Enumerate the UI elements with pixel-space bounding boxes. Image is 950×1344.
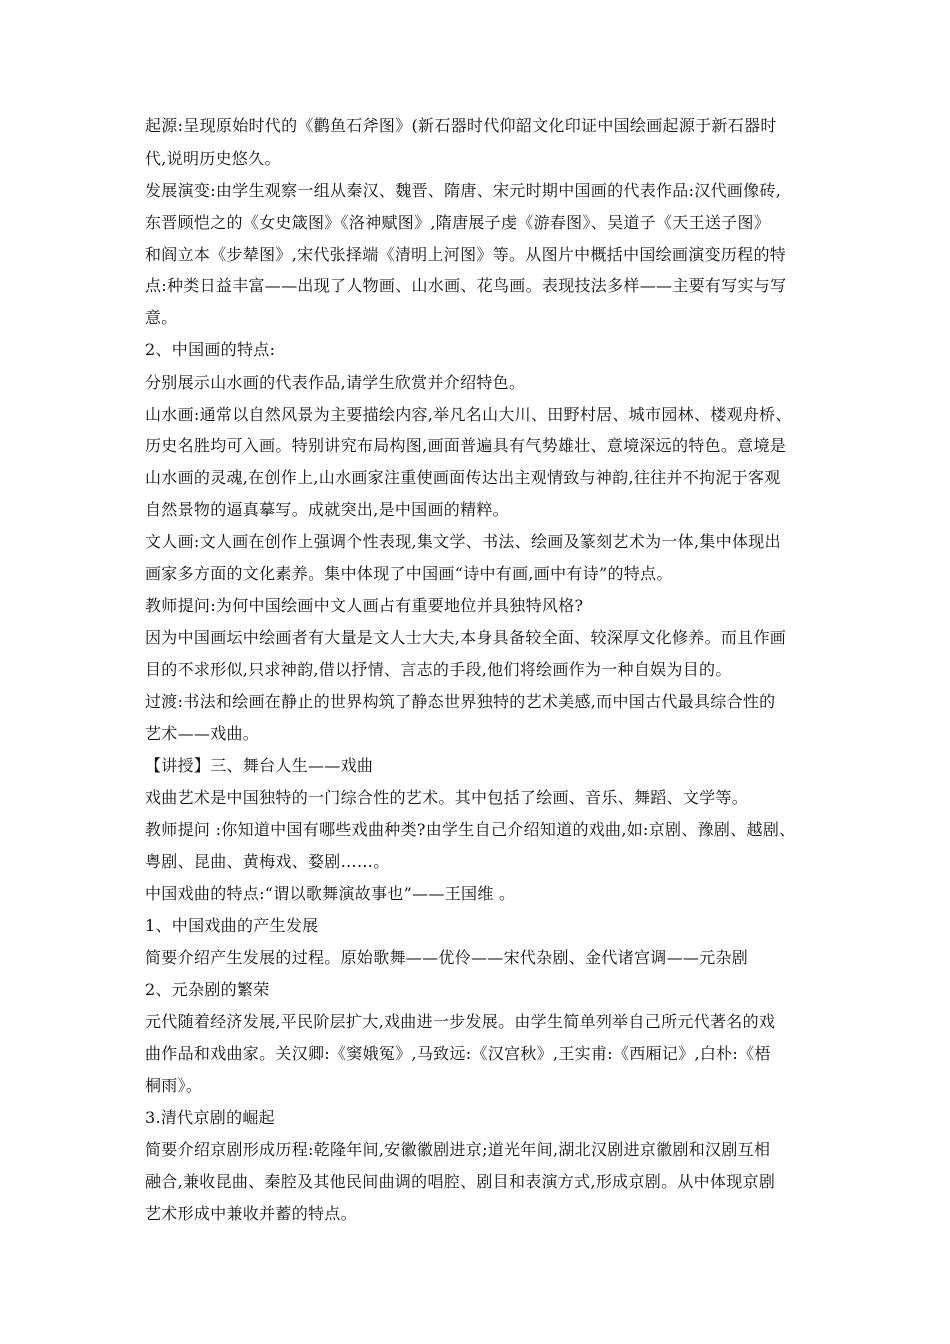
text-line: 曲作品和戏曲家。关汉卿:《窦娥冤》,马致远:《汉宫秋》,王实甫:《西厢记》,白朴:《梧 <box>145 1044 771 1063</box>
section-heading: 1、中国戏曲的产生发展 <box>145 916 319 935</box>
text-line: 戏曲艺术是中国独特的一门综合性的艺术。其中包括了绘画、音乐、舞蹈、文学等。 <box>145 788 749 807</box>
text-line: 山水画:通常以自然风景为主要描绘内容,举凡名山大川、田野村居、城市园林、楼观舟桥、 <box>145 405 792 424</box>
text-line: 发展演变:由学生观察一组从秦汉、魏晋、隋唐、宋元时期中国画的代表作品:汉代画像砖, <box>145 181 782 200</box>
text-line: 自然景物的逼真摹写。成就突出,是中国画的精粹。 <box>145 500 509 519</box>
section-heading: 3.清代京剧的崛起 <box>145 1108 275 1127</box>
text-line: 艺术形成中兼收并蓄的特点。 <box>145 1204 357 1223</box>
text-line: 元代随着经济发展,平民阶层扩大,戏曲进一步发展。由学生简单列举自己所元代著名的戏 <box>145 1012 776 1031</box>
section-heading: 2、中国画的特点: <box>145 340 276 359</box>
text-line: 山水画的灵魂,在创作上,山水画家注重使画面传达出主观情致与神韵,往往并不拘泥于客观 <box>145 468 781 487</box>
text-line: 艺术——戏曲。 <box>145 724 260 743</box>
text-line: 中国戏曲的特点:“谓以歌舞演故事也”——王国维 。 <box>145 884 516 903</box>
text-line: 简要介绍京剧形成历程:乾隆年间,安徽徽剧进京;道光年间,湖北汉剧进京徽剧和汉剧互相 <box>145 1140 771 1159</box>
text-line: 和阎立本《步辇图》,宋代张择端《清明上河图》等。从图片中概括中国绘画演变历程的特 <box>145 245 787 264</box>
text-line: 历史名胜均可入画。特别讲究布局构图,画面普遍具有气势雄壮、意境深远的特色。意境是 <box>145 436 787 455</box>
text-line: 分别展示山水画的代表作品,请学生欣赏并介绍特色。 <box>145 373 526 392</box>
text-line: 代,说明历史悠久。 <box>145 149 281 168</box>
text-line: 教师提问:为何中国绘画中文人画占有重要地位并具独特风格? <box>145 596 584 615</box>
text-line: 教师提问 :你知道中国有哪些戏曲种类?由学生自己介绍知道的戏曲,如:京剧、豫剧、越剧、 <box>145 820 796 839</box>
text-line: 桐雨》。 <box>145 1076 203 1095</box>
text-line: 过渡:书法和绘画在静止的世界构筑了静态世界独特的艺术美感,而中国古代最具综合性的 <box>145 692 776 711</box>
text-line: 融合,兼收昆曲、秦腔及其他民间曲调的唱腔、剧目和表演方式,形成京剧。从中体现京剧 <box>145 1172 776 1191</box>
text-line: 目的不求形似,只求神韵,借以抒情、言志的手段,他们将绘画作为一种自娱为目的。 <box>145 660 732 679</box>
text-line: 因为中国画坛中绘画者有大量是文人士大夫,本身具备较全面、较深厚文化修养。而且作画 <box>145 628 787 647</box>
section-heading: 【讲授】三、舞台人生——戏曲 <box>145 756 374 775</box>
text-line: 东晋顾恺之的《女史箴图》《洛神赋图》,隋唐展子虔《游春图》、吴道子《天王送子图》 <box>145 213 771 232</box>
text-line: 文人画:文人画在创作上强调个性表现,集文学、书法、绘画及篆刻艺术为一体,集中体现出 <box>145 532 781 551</box>
text-line: 点:种类日益丰富——出现了人物画、山水画、花鸟画。表现技法多样——主要有写实与写 <box>145 276 787 295</box>
text-line: 起源:呈现原始时代的《鹳鱼石斧图》(新石器时代仰韶文化印证中国绘画起源于新石器时 <box>145 116 777 135</box>
section-heading: 2、元杂剧的繁荣 <box>145 980 270 999</box>
text-line: 粤剧、昆曲、黄梅戏、婺剧……。 <box>145 852 390 871</box>
text-line: 意。 <box>145 308 178 327</box>
text-line: 画家多方面的文化素养。集中体现了中国画“诗中有画,画中有诗”的特点。 <box>145 564 673 583</box>
text-line: 简要介绍产生发展的过程。原始歌舞——优伶——宋代杂剧、金代诸宫调——元杂剧 <box>145 948 749 967</box>
